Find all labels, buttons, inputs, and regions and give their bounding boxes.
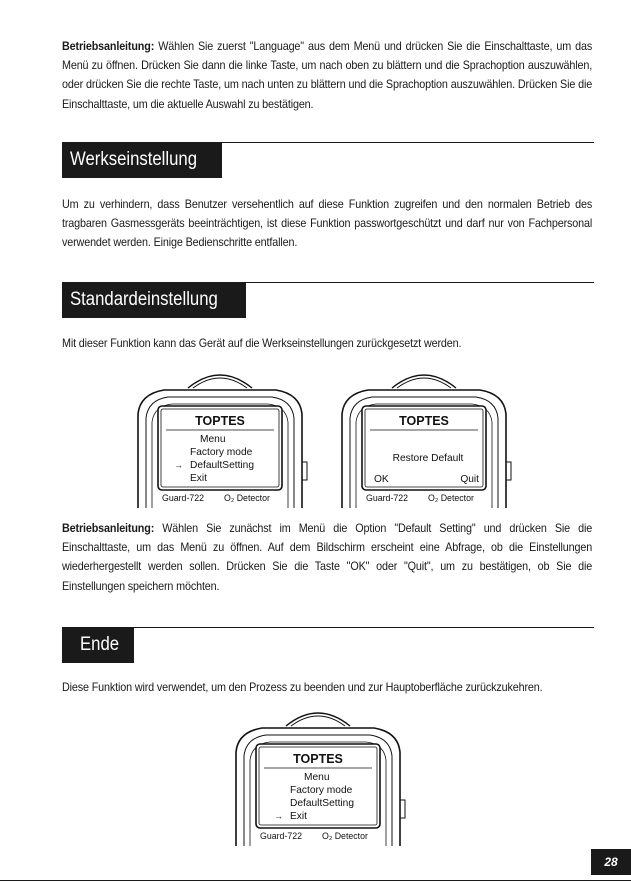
device-model: Guard-722: [260, 831, 303, 841]
menu-item: Menu: [200, 434, 226, 445]
menu-item: Factory mode: [190, 447, 253, 458]
device-menu-exit-illustration: [228, 704, 408, 846]
instructions-label: Betriebsanleitung:: [62, 522, 155, 535]
quit-option: Quit: [460, 474, 479, 485]
device-detector-label: O₂ Detector: [224, 493, 270, 503]
device-model: Guard-722: [162, 493, 205, 503]
device-menu-default-illustration: [130, 366, 310, 508]
device-detector-label: O₂ Detector: [428, 493, 474, 503]
menu-item: DefaultSetting: [290, 798, 354, 809]
menu-item-selected: Exit: [290, 811, 307, 822]
section-rule: [62, 627, 594, 628]
device-brand: TOPTES: [399, 414, 449, 428]
ende-paragraph: Diese Funktion wird verwendet, um den Prozess zu beenden und zur Hauptoberfläche zurückzukehren.: [62, 681, 543, 694]
intro-text: Wählen Sie zuerst "Language" aus dem Menü und drücken Sie die Einschalttaste, um das Menü zu öffnen. Drücken Sie dann die linke Taste, um nach oben zu blättern und die Sprachoption auszuwählen, oder drücken Sie die rechte Taste, um nach unten zu blättern und die Sprachoption auszuwählen. Drücken Sie die Einschalttaste, um die aktuelle Auswahl zu bestätigen.: [62, 40, 593, 111]
intro-paragraph: [62, 37, 592, 114]
page-number: 28: [591, 849, 631, 875]
restore-message: Restore Default: [392, 453, 464, 464]
menu-item-selected: DefaultSetting: [190, 460, 254, 471]
device-brand: TOPTES: [195, 414, 245, 428]
ok-option: OK: [374, 474, 389, 485]
menu-item: Exit: [190, 473, 207, 484]
menu-arrow-icon: →: [274, 811, 283, 821]
intro-label: Betriebsanleitung:: [62, 40, 155, 53]
menu-item: Factory mode: [290, 785, 353, 796]
instructions-text: Wählen Sie zunächst im Menü die Option "Default Setting" und drücken Sie die Einschalttaste, um das Menü zu öffnen. Auf dem Bildschirm erscheint eine Abfrage, ob die Einstellungen wiederhergestellt werden sollen. Drücken Sie die Taste "OK" oder "Quit", um zu bestätigen, ob Sie die Einstellungen speichern möchten.: [62, 522, 593, 593]
section-heading-standardeinstellung: Standardeinstellung: [62, 282, 246, 318]
standardeinstellung-paragraph: Mit dieser Funktion kann das Gerät auf die Werkseinstellungen zurückgesetzt werden.: [62, 337, 462, 350]
standardeinstellung-instructions: [62, 519, 592, 596]
footer-rule: [0, 880, 631, 881]
device-model: Guard-722: [366, 493, 409, 503]
werkseinstellung-paragraph: Um zu verhindern, dass Benutzer versehentlich auf diese Funktion zugreifen und den normalen Betrieb des tragbaren Gasmessgeräts beeinträchtigen, ist diese Funktion passwortgeschützt und darf nur von Fachpersonal verwendet werden. Einige Bedienschritte entfallen.: [62, 198, 593, 250]
device-detector-label: O₂ Detector: [322, 831, 368, 841]
menu-item: Menu: [304, 772, 330, 783]
device-brand: TOPTES: [293, 752, 343, 766]
device-restore-default-illustration: [334, 366, 514, 508]
menu-arrow-icon: →: [174, 460, 183, 470]
section-heading-ende: Ende: [62, 627, 134, 663]
section-heading-werkseinstellung: Werkseinstellung: [62, 142, 222, 178]
